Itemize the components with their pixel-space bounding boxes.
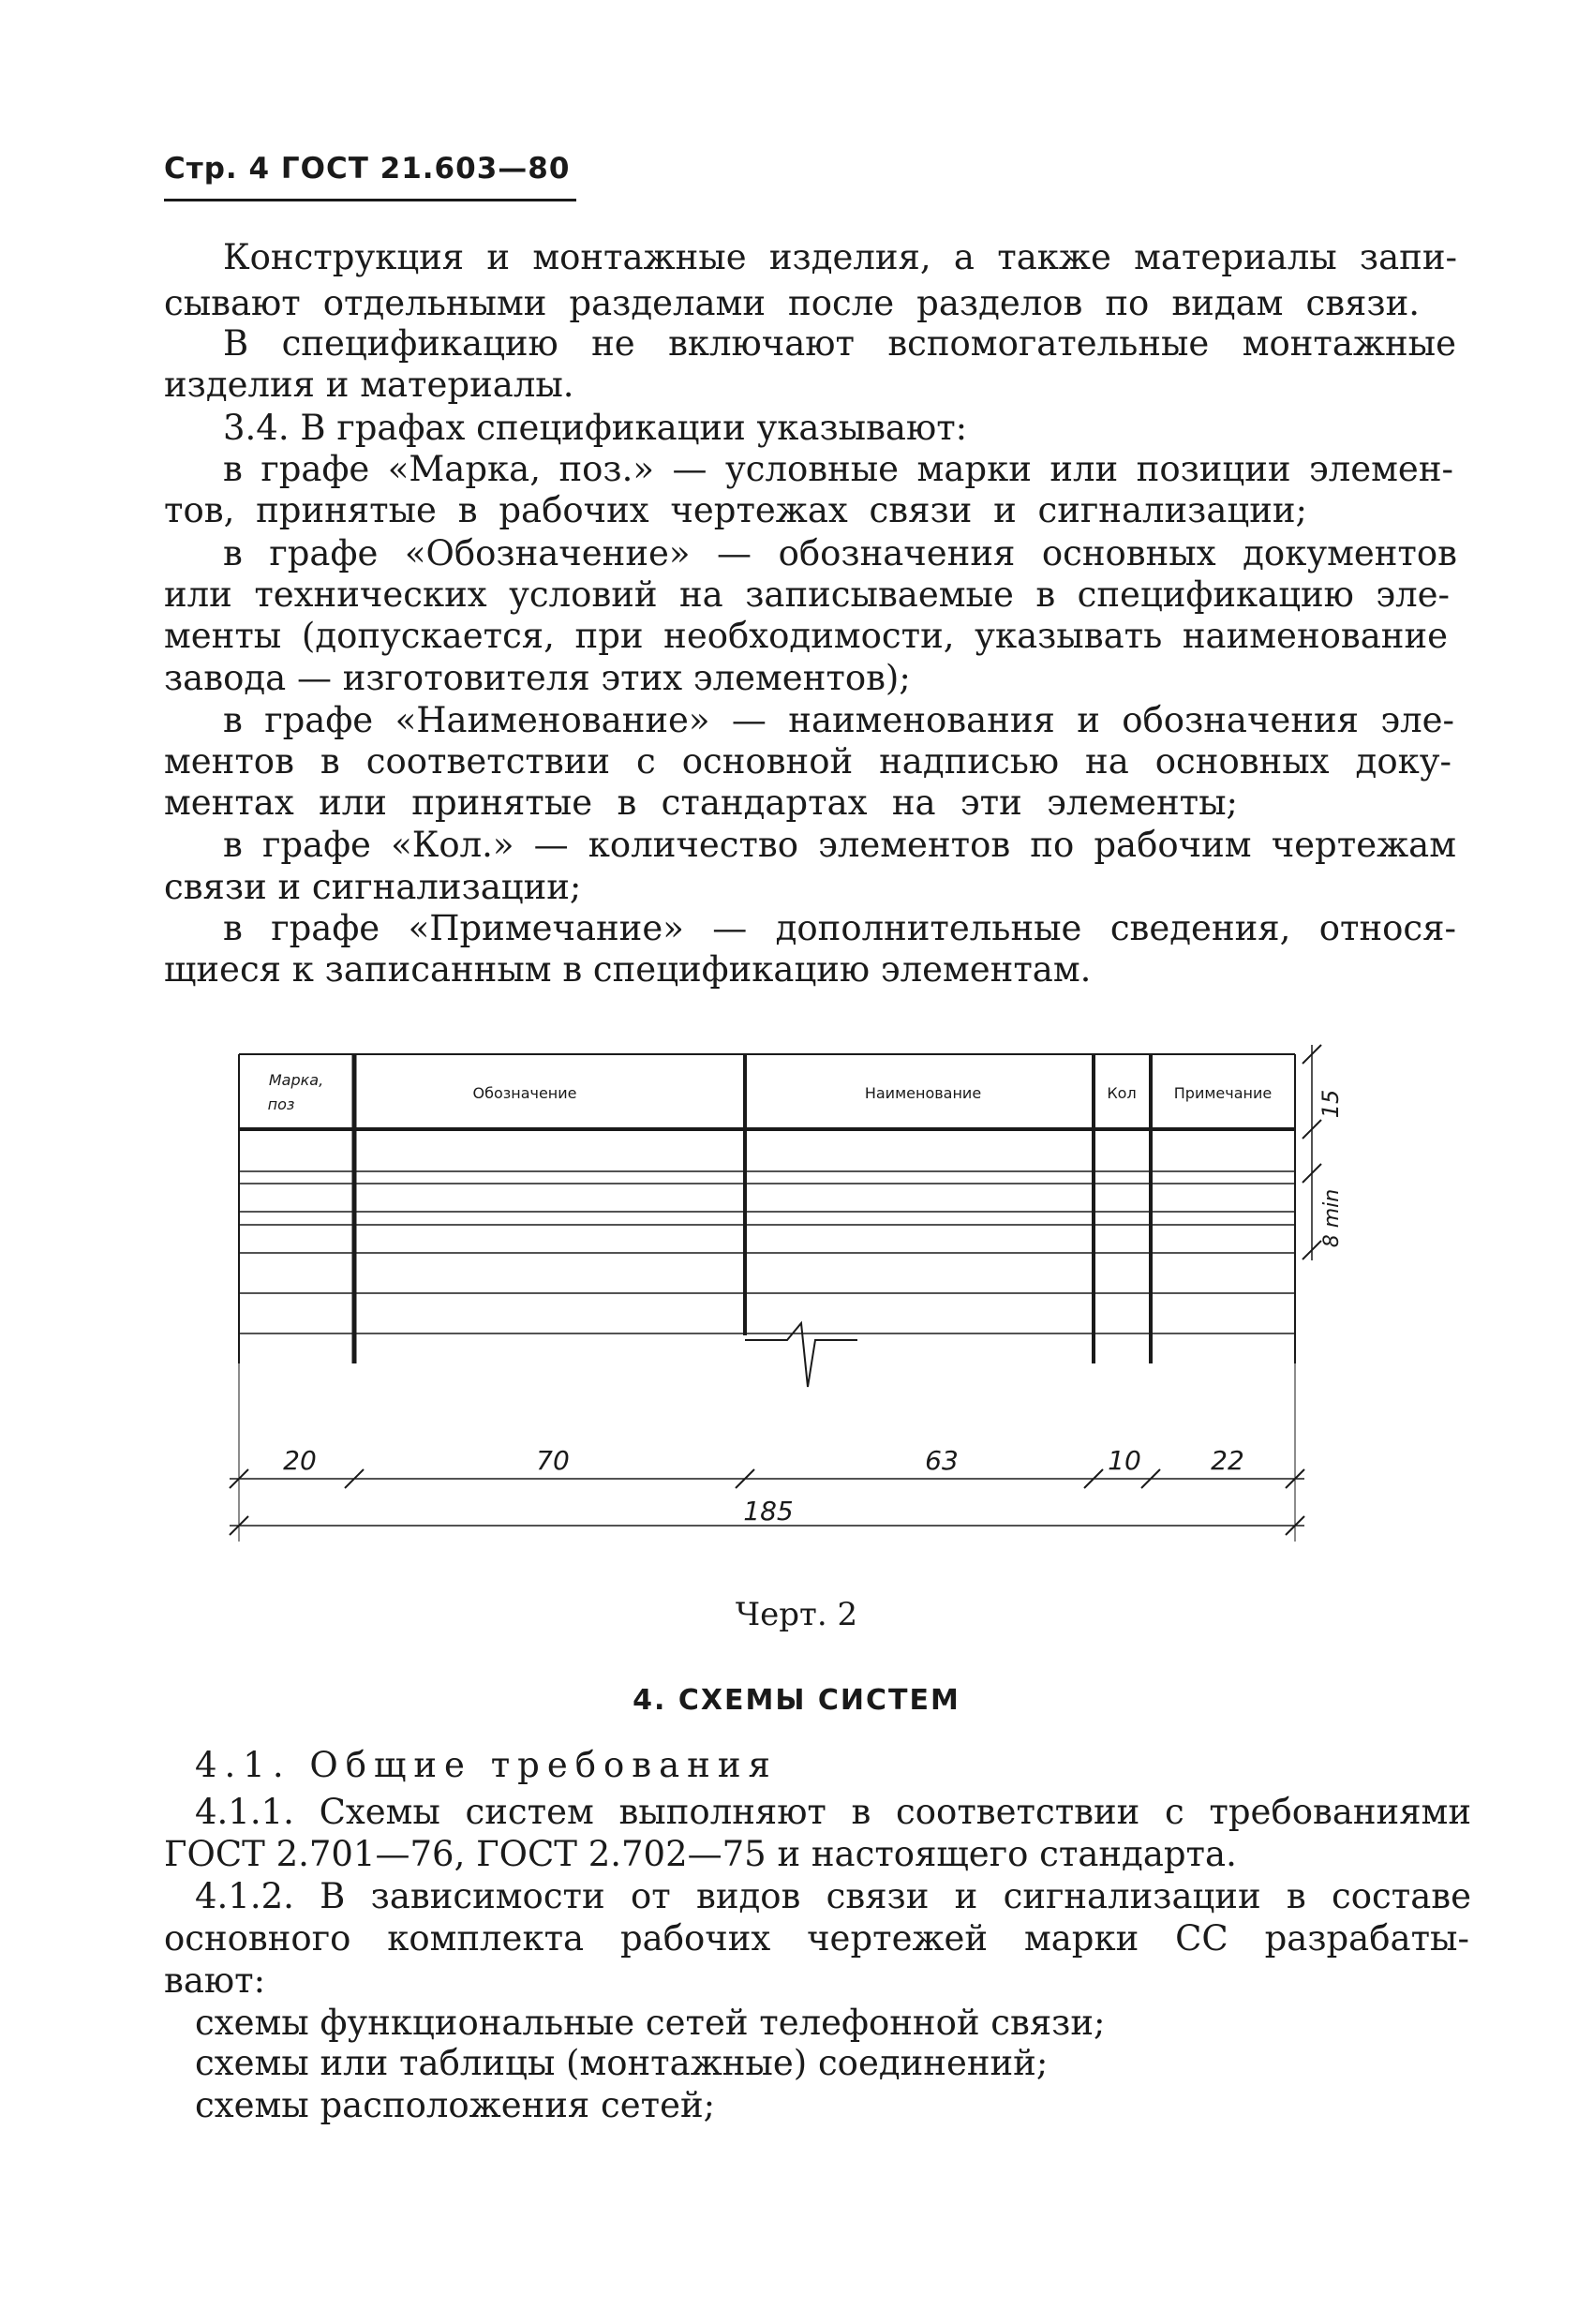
col-header-mark-line2: поз [267,1095,295,1113]
dim-row-height: 8 min [1320,1188,1344,1248]
figure-caption: Черт. 2 [735,1596,858,1633]
body-line-1: Конструкция и монтажные изделия, а также материалы запи- [223,237,1457,277]
body-line-16: связи и сигнализации; [164,867,582,907]
dim-width-designation: 70 [536,1445,570,1476]
page-header: Стр. 4 ГОСТ 21.603—80 [164,152,571,186]
section-line-4: основного комплекта рабочих чертежей марки СС разрабаты- [164,1918,1469,1959]
section-line-6: схемы функциональные сетей телефонной связи; [195,2003,1106,2043]
col-header-mark-line1: Марка, [268,1071,324,1089]
section-line-8: схемы расположения сетей; [195,2085,716,2125]
section-line-7: схемы или таблицы (монтажные) соединений; [195,2043,1049,2083]
dim-width-note: 22 [1211,1445,1244,1476]
section-line-2: ГОСТ 2.701—76, ГОСТ 2.702—75 и настоящего стандарта. [164,1834,1237,1874]
body-line-18: щиеся к записанным в спецификацию элементам. [164,949,1092,990]
body-line-17: в графе «Примечание» — дополнительные сведения, относя- [223,908,1456,948]
body-line-5: 3.4. В графах спецификации указывают: [223,408,968,448]
section-line-1: 4.1.1. Схемы систем выполняют в соответствии с требованиями [195,1792,1471,1832]
body-line-12: в графе «Наименование» — наименования и обозначения эле- [223,700,1454,740]
subsection-heading: 4.1. Общие требования [195,1745,778,1785]
body-line-2: сывают отдельными разделами после разделов по видам связи. [164,283,1420,323]
body-line-3: В спецификацию не включают вспомогательные монтажные [223,323,1456,364]
dim-width-mark: 20 [283,1445,317,1476]
section-line-5: вают: [164,1960,266,2001]
body-line-15: в графе «Кол.» — количество элементов по рабочим чертежам [223,825,1456,865]
col-header-qty: Кол [1107,1084,1137,1102]
col-header-note: Примечание [1173,1084,1273,1102]
body-line-10: менты (допускается, при необходимости, указывать наименование [164,616,1448,656]
body-line-4: изделия и материалы. [164,365,574,405]
dim-header-height: 15 [1318,1089,1344,1119]
dim-total-width: 185 [743,1496,794,1527]
body-line-11: завода — изготовителя этих элементов); [164,658,911,698]
body-line-9: или технических условий на записываемые в спецификацию эле- [164,574,1450,615]
body-line-6: в графе «Марка, поз.» — условные марки или позиции элемен- [223,449,1453,489]
dim-width-qty: 10 [1108,1445,1141,1476]
section-line-3: 4.1.2. В зависимости от видов связи и сигнализации в составе [195,1876,1471,1916]
section-title: 4. СХЕМЫ СИСТЕМ [633,1684,960,1717]
col-header-designation: Обозначение [472,1084,577,1102]
body-line-7: тов, принятые в рабочих чертежах связи и сигнализации; [164,490,1307,530]
dim-width-name: 63 [925,1445,959,1476]
col-header-name: Наименование [864,1084,982,1102]
body-line-14: ментах или принятые в стандартах на эти элементы; [164,782,1238,823]
body-line-13: ментов в соответствии с основной надписью на основных доку- [164,741,1452,782]
body-line-8: в графе «Обозначение» — обозначения основных документов [223,533,1457,574]
